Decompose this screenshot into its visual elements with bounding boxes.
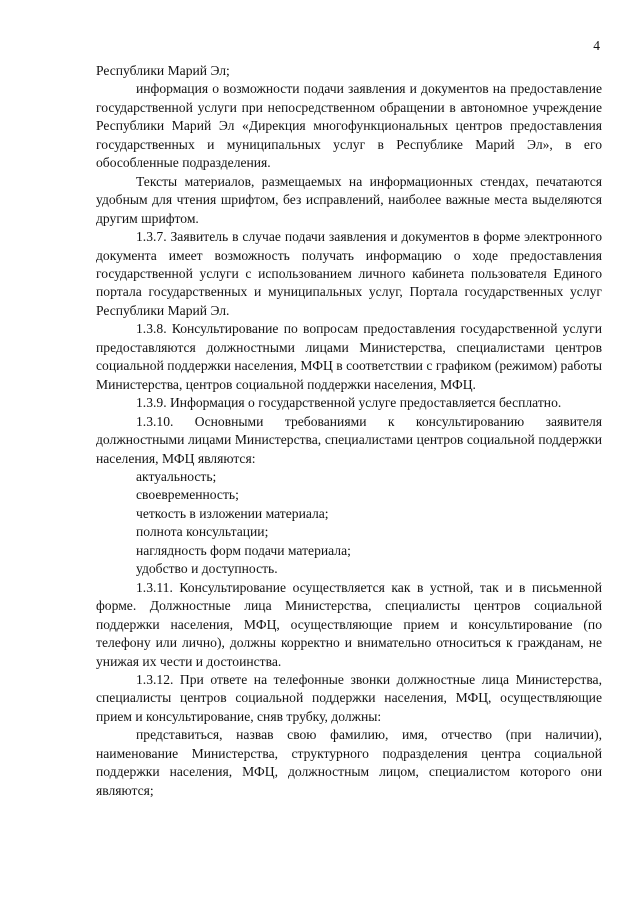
list-item: актуальность;	[136, 468, 217, 484]
paragraph: Тексты материалов, размещаемых на информационных стендах, печатаются удобным для чтения шрифтом, без исправлений, наиболее важные места выделяются другим шрифтом.	[96, 173, 602, 226]
paragraph: Республики Марий Эл;	[96, 63, 230, 78]
paragraph-1-3-8: 1.3.8. Консультирование по вопросам предоставления государственной услуги предоставляются должностными лицами Министерства, специалистами центров социальной поддержки населения, МФЦ в соответствии с графиком (режимом) работы Министерства, центров социальной поддержки населения, МФЦ.	[96, 321, 602, 392]
list-item: четкость в изложении материала;	[136, 505, 329, 521]
paragraph-1-3-11: 1.3.11. Консультирование осуществляется как в устной, так и в письменной форме. Должностные лица Министерства, специалисты центров социальной поддержки населения, МФЦ, осуществляющие прием и консультирование (по телефону или лично), должны корректно и внимательно относиться к гражданам, не унижая их чести и достоинства.	[96, 579, 602, 669]
paragraph-1-3-10: 1.3.10. Основными требованиями к консультированию заявителя должностными лицами Министерства, специалистами центров социальной поддержки населения, МФЦ являются:	[96, 413, 602, 466]
page-number: 4	[593, 38, 600, 53]
paragraph: представиться, назвав свою фамилию, имя, отчество (при наличии), наименование Министерства, структурного подразделения центра социальной поддержки населения, МФЦ, должностным лицом, специалистом которого они являются;	[96, 727, 602, 798]
list-item: удобство и доступность.	[136, 561, 278, 577]
list-item: полнота консультации;	[136, 524, 269, 540]
paragraph-1-3-12: 1.3.12. При ответе на телефонные звонки должностные лица Министерства, специалисты центров социальной поддержки населения, МФЦ, осуществляющие прием и консультирование, сняв трубку, должны:	[96, 671, 602, 724]
list-item: своевременность;	[136, 487, 239, 503]
paragraph-1-3-7: 1.3.7. Заявитель в случае подачи заявления и документов в форме электронного документа имеет возможность получать информацию о ходе предоставления государственной услуги с использованием личного кабинета пользователя Единого портала государственных и муниципальных услуг, Портала государственных услуг Республики Марий Эл.	[96, 229, 602, 318]
document-body	[96, 62, 602, 800]
paragraph: информация о возможности подачи заявления и документов на предоставление государственной услуги при непосредственном обращении в автономное учреждение Республики Марий Эл «Дирекция многофункциональных центров предоставления государственных и муниципальных услуг в Республике Марий Эл», в его обособленные подразделения.	[96, 81, 602, 171]
list-item: наглядность форм подачи материала;	[136, 542, 351, 558]
paragraph-1-3-9: 1.3.9. Информация о государственной услуге предоставляется бесплатно.	[136, 395, 562, 411]
